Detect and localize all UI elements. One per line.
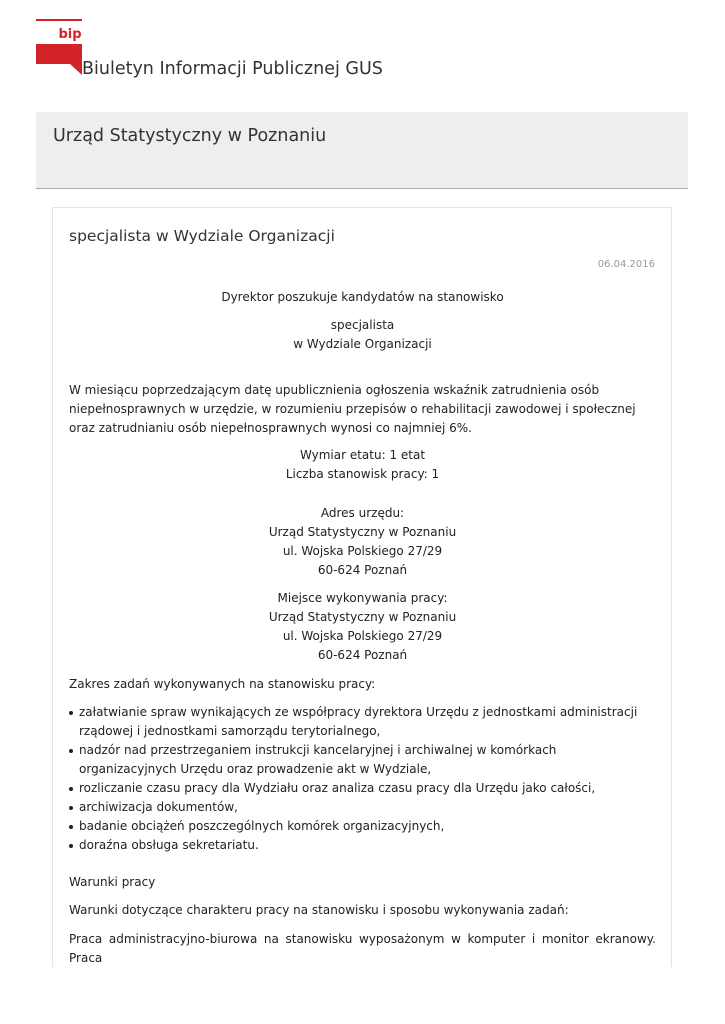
- address-line: 60-624 Poznań: [317, 648, 408, 662]
- office-address: [69, 504, 656, 580]
- employment-info: [69, 446, 656, 484]
- tasks-list: [69, 703, 656, 855]
- work-place-label: Miejsce wykonywania pracy:: [277, 591, 448, 605]
- office-address-label: Adres urzędu:: [320, 506, 405, 520]
- article-card: [52, 207, 672, 967]
- address-line: Urząd Statystyczny w Poznaniu: [268, 610, 457, 624]
- position-line: specjalista: [330, 318, 395, 332]
- position-line: w Wydziale Organizacji: [293, 337, 432, 351]
- site-title[interactable]: Biuletyn Informacji Publicznej GUS: [82, 59, 383, 79]
- article-title: specjalista w Wydziale Organizacji: [69, 227, 335, 245]
- conditions-intro: Warunki dotyczące charakteru pracy na stanowisku i sposobu wykonywania zadań:: [69, 903, 569, 917]
- publication-date: 06.04.2016: [597, 259, 655, 270]
- work-place: [69, 589, 656, 665]
- address-line: ul. Wojska Polskiego 27/29: [282, 629, 443, 643]
- list-item: doraźna obsługa sekretariatu.: [69, 836, 656, 855]
- conditions-heading: Warunki pracy: [69, 875, 156, 889]
- disability-note: W miesiącu poprzedzającym datę upublicznienia ogłoszenia wskaźnik zatrudnienia osób niepełnosprawnych w urzędzie, w rozumieniu przepisów o rehabilitacji zawodowej i społecznej oraz zatrudnianiu osób niepełnosprawnych wynosi co najmniej 6%.: [69, 383, 636, 435]
- address-line: ul. Wojska Polskiego 27/29: [282, 544, 443, 558]
- bip-logo[interactable]: [36, 19, 84, 75]
- list-item: nadzór nad przestrzeganiem instrukcji kancelaryjnej i archiwalnej w komórkach organizacyjnych Urzędu oraz prowadzenie akt w Wydziale,: [69, 741, 656, 779]
- org-name[interactable]: Urząd Statystyczny w Poznaniu: [53, 126, 327, 146]
- bip-logo-text: bip: [58, 27, 82, 42]
- address-line: 60-624 Poznań: [317, 563, 408, 577]
- org-header: [36, 112, 688, 189]
- position-name: [69, 316, 656, 354]
- positions-count: Liczba stanowisk pracy: 1: [285, 467, 440, 481]
- intro-text: Dyrektor poszukuje kandydatów na stanowisko: [221, 290, 504, 304]
- bip-logo-mark: [36, 19, 84, 75]
- list-item: archiwizacja dokumentów,: [69, 798, 656, 817]
- conditions-text: Praca administracyjno-biurowa na stanowisku wyposażonym w komputer i monitor ekranowy. Praca: [69, 932, 656, 965]
- list-item: rozliczanie czasu pracy dla Wydziału oraz analiza czasu pracy dla Urzędu jako całości,: [69, 779, 656, 798]
- list-item: załatwianie spraw wynikających ze współpracy dyrektora Urzędu z jednostkami administracji rządowej i jednostkami samorządu terytorialnego,: [69, 703, 656, 741]
- list-item: badanie obciążeń poszczególnych komórek organizacyjnych,: [69, 817, 656, 836]
- address-line: Urząd Statystyczny w Poznaniu: [268, 525, 457, 539]
- etat-text: Wymiar etatu: 1 etat: [299, 448, 426, 462]
- tasks-heading: Zakres zadań wykonywanych na stanowisku pracy:: [69, 677, 376, 691]
